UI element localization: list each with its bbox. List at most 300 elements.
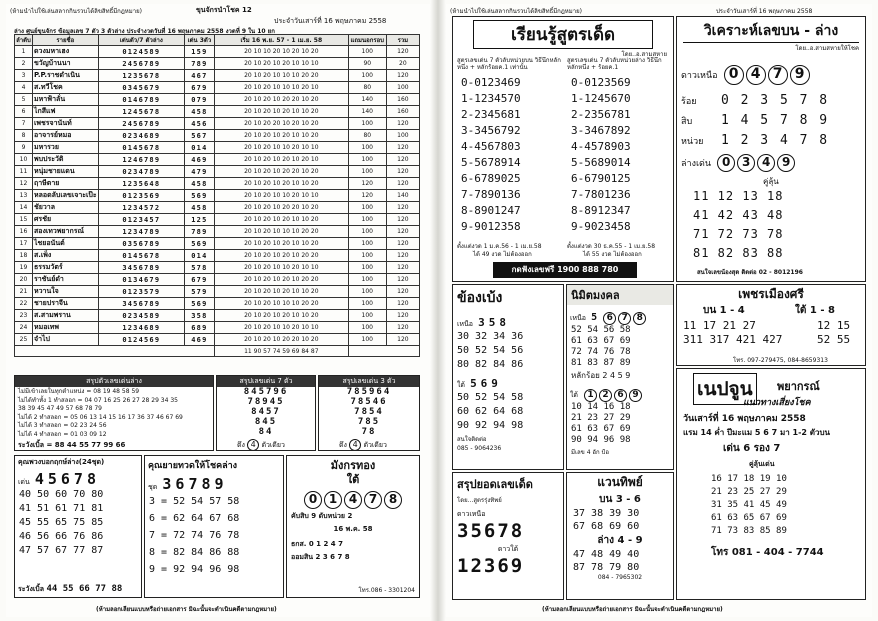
right-issue-date: ประจำวันเสาร์ที่ 16 พฤษภาคม 2558 [716,8,813,15]
row-extra: 100 [348,274,386,286]
row-no: 3 [15,70,33,82]
row-name: ขวัญบ้านนา [32,58,98,70]
table-row [15,166,420,178]
learn-col1-foot: ตั้งแต่งวด 1 ม.ค.56 - 1 เม.ย.58 [457,243,542,250]
waen-low-label: ล่าง [597,535,615,546]
table-row [15,226,420,238]
row-d3: 125 [184,214,214,226]
dragon-circle-digit: 7 [364,491,382,509]
analysis-top-circle: 0 [724,65,744,85]
dragon-circle-digit: 4 [344,491,362,509]
analysis-top-circle: 7 [768,65,788,85]
row-d3: 679 [184,274,214,286]
waen-rows [567,507,673,533]
grandma-lead: 36789 [162,475,228,493]
analysis-row [681,109,861,129]
row-name: ราชันย์ดำ [32,274,98,286]
row-digits: 1245678 [98,106,184,118]
khang-title: ข้องเบ้ง [457,290,503,306]
row-points: 20 10 20 10 20 10 10 20 [214,214,348,226]
row-digits: 1234689 [98,322,184,334]
neptune-subtitle: พยากรณ์ [777,380,820,393]
learn-col1-row: 5-5678914 [461,156,521,169]
summary-right-top: 35678 [457,520,525,542]
nimit-row2: 21 23 27 29 [571,413,631,423]
row-no: 1 [15,46,33,58]
khang-beng-box [452,284,564,470]
row-total: 160 [386,106,419,118]
summary-line: ไม่มีเข้าเลยในทุกตำแหน่ง = 08 19 48 58 59 [18,388,140,395]
neptune-lead: เด่น 6 รอง 7 [723,443,781,454]
waen-rows2 [567,548,673,574]
table-row [15,190,420,202]
table-row [15,334,420,346]
right-top-notice: (ห้ามนำไปใช้เล่นสลากกินรวบได้ลิขสิทธิ์มีกฎหมาย) [450,8,582,15]
khang-rows2 [453,391,563,433]
analysis-rows [681,89,861,149]
learn-col2-row: 9-9023458 [571,220,631,233]
khang-row: 30 32 34 36 [457,331,524,342]
row-points: 20 10 20 10 20 10 10 10 [214,58,348,70]
neptune-box [676,368,866,600]
analysis-row-value: 1 2 3 4 7 8 [721,133,830,148]
phet-low: 1 - 8 [809,305,835,316]
box3-title: สรุปเลขเด่น 3 ตัว [319,376,419,387]
row-digits: 0123569 [98,190,184,202]
phet-phone: โทร. 097-279475, 084-8659313 [733,357,828,364]
khun-puang-row: 46 56 66 76 86 [19,531,104,542]
box7-circled-digit: 4 [247,439,259,451]
row-name: มหาฟ้าลั่น [32,94,98,106]
learn-title: เรียนรู้สูตรเด็ด [473,20,653,49]
row-total: 100 [386,82,419,94]
row-no: 16 [15,226,33,238]
row-points: 20 10 20 10 20 10 20 10 [214,154,348,166]
row-name: หลอดลับเลขเจาะเป๊ะ [32,190,98,202]
row-total: 120 [386,142,419,154]
grandma-title: คุณยายทวดให้โชคล่าง [148,461,238,471]
learn-col1-row: 1-1234570 [461,92,521,105]
nimit-top-circle: 7 [618,312,631,325]
phet-rows-right [817,319,850,347]
summary-right-low-label: ดาวใต้ [497,545,519,553]
row-name: ชายปราจีน [32,298,98,310]
row-name: มหารวย [32,142,98,154]
box7-rows [217,387,315,437]
row-d3: 578 [184,262,214,274]
row-extra: 100 [348,334,386,346]
row-no: 12 [15,178,33,190]
row-points: 20 10 20 10 10 10 20 20 [214,70,348,82]
right-page [446,4,872,617]
row-d3: 458 [184,106,214,118]
khun-puang-lead: 45678 [34,470,100,488]
neptune-pairs [711,473,787,538]
dragon-subtitle: ใต้ [346,473,360,486]
neptune-pair-label: คู่ลุ้นเด่น [749,460,775,468]
row-no: 18 [15,250,33,262]
dragon-line4: ออมสิน 2 3 6 7 8 [291,553,350,561]
row-digits: 0145678 [98,250,184,262]
row-points: 20 10 20 10 10 20 10 10 [214,142,348,154]
dragon-line3: ธกส. 0 1 2 4 7 [291,540,343,548]
row-no: 20 [15,274,33,286]
row-extra: 100 [348,238,386,250]
analysis-pair-row: 41 42 43 48 [693,208,784,222]
row-total: 120 [386,214,419,226]
page-gutter [430,0,446,621]
analysis-row [681,89,861,109]
row-extra: 90 [348,58,386,70]
nimit-top-circles [602,305,647,324]
analysis-row-value: 1 4 5 7 8 9 [721,113,830,128]
row-extra: 100 [348,298,386,310]
row-extra: 100 [348,166,386,178]
row-extra: 100 [348,226,386,238]
khang-top: 358 [478,316,510,329]
row-d3: 014 [184,142,214,154]
summary-rare-values: = 88 44 55 77 99 66 [46,441,126,449]
grandma-rows [145,493,283,578]
row-d3: 159 [184,46,214,58]
waen-top: 3 - 6 [615,494,641,505]
summary-line: ไม่ได้ทำทั้ง 1 ทำสลอก = 04 07 16 25 26 27 28 29 34 35 [18,396,178,404]
box-7-digits [216,375,316,451]
learn-col2-row: 4-4578903 [571,140,631,153]
row-name: ส.สามพราน [32,310,98,322]
learn-col2-row: 3-3467892 [571,124,631,137]
row-name: อาจารย์หมอ [32,130,98,142]
phet-title: เพชรเมืองศรี [738,287,804,301]
table-row [15,46,420,58]
row-d3: 469 [184,154,214,166]
learn-formula-box [452,16,674,282]
khang-rows [453,330,563,372]
box3-row: 78 [361,427,377,437]
analysis-top-label: ดาวเหนือ [681,71,718,81]
nimit-box [566,284,674,470]
neptune-date: วันเสาร์ที่ 16 พฤษภาคม 2558 [683,414,806,424]
khang-row: 80 82 84 86 [457,359,524,370]
col-header-extra: แถมนอกรอบ [348,35,386,46]
row-digits: 1235648 [98,178,184,190]
row-extra: 100 [348,202,386,214]
row-no: 6 [15,106,33,118]
row-extra: 120 [348,178,386,190]
row-d3: 458 [184,178,214,190]
khun-puang-lead-label: เด่น [18,478,30,486]
row-d3: 569 [184,238,214,250]
row-points: 20 10 20 10 10 10 20 20 [214,226,348,238]
row-total: 120 [386,238,419,250]
learn-col1-row: 9-9012358 [461,220,521,233]
row-points: 20 10 20 10 10 10 20 10 [214,82,348,94]
row-points: 20 10 20 10 20 10 10 20 [214,130,348,142]
table-row [15,322,420,334]
row-points: 20 10 20 10 10 10 20 20 [214,298,348,310]
waen-low: 4 - 9 [617,535,643,546]
analysis-top-digits [723,63,811,82]
khun-puang-box [14,455,142,598]
row-total: 140 [386,190,419,202]
table-row [15,70,420,82]
dragon-circles [287,488,419,509]
grandma-box [144,455,284,598]
phone-band: กดฟังเลขฟรี 1900 888 780 [493,262,637,278]
khun-puang-rare: 44 55 66 77 88 [46,584,123,594]
box3-row: 785964 [346,387,392,397]
row-digits: 3456789 [98,298,184,310]
learn-col2-row: 7-7801236 [571,188,631,201]
learn-author: โดย..อ.สามสหาย [621,51,667,58]
dragon-box [286,455,420,598]
khun-puang-row: 40 50 60 70 80 [19,489,104,500]
nimit-title: นิมิตมงคล [567,285,673,305]
dragon-line1: คับสิบ 9 ดับหน่วย 2 [291,512,353,520]
row-digits: 1234789 [98,226,184,238]
row-name: จำไป [32,334,98,346]
right-bottom-notice: (ห้ามลอกเลียนแบบหรือถ่ายเอกสาร มิฉะนั้นจะดำเนินคดีตามกฎหมาย) [542,606,723,613]
summary-line: ไม่ได้ 4 ทำสลอก = 01 03 09 12 [18,430,107,438]
row-digits: 1234572 [98,202,184,214]
table-body [15,46,420,346]
phet-top-label: บน [703,305,717,316]
khun-puang-rare-label: ระวังเบิ้ล [18,585,44,593]
row-extra: 140 [348,94,386,106]
row-total: 120 [386,178,419,190]
nimit-rows [567,325,673,369]
row-name: สองเทวพยากรณ์ [32,226,98,238]
grandma-row: 3 = 52 54 57 58 [149,496,240,507]
neptune-phone: โทร 081 - 404 - 7744 [711,545,861,559]
row-extra: 140 [348,106,386,118]
row-points: 20 10 10 20 10 20 10 20 [214,46,348,58]
analysis-top-circle: 9 [790,65,810,85]
learn-col2-row: 6-6790125 [571,172,631,185]
neptune-pair-row: 61 63 65 67 69 [711,513,787,523]
neptune-pair-row: 31 35 41 45 49 [711,500,787,510]
box7-row: 78945 [247,397,285,407]
table-header-row [15,35,420,46]
nimit-top-circle: 6 [603,312,616,325]
row-d3: 679 [184,82,214,94]
dragon-phone: โทร.086 - 3301204 [358,587,415,594]
learn-col2-row: 1-1245670 [571,92,631,105]
waen-title: แวนทิพย์ [597,475,643,489]
box7-row: 845 [254,417,278,427]
table-row [15,82,420,94]
row-total: 120 [386,334,419,346]
learn-col1-row: 7-7890136 [461,188,521,201]
row-no: 19 [15,262,33,274]
khang-contact: สนใจติดต่อ [457,436,487,443]
col-header-points: เริ่ม 16 พ.ย. 57 - 1 เม.ย. 58 [214,35,348,46]
row-points: 20 10 20 10 20 10 10 20 [214,286,348,298]
phet-row-right: 52 55 [817,333,851,346]
khun-puang-rows [15,488,141,558]
row-extra: 80 [348,82,386,94]
waen-row2: 47 48 49 40 [573,549,640,560]
learn-col1-foot2: ได้ 49 งวด ไม่ต้องออก [473,251,532,258]
table-row [15,142,420,154]
row-total: 120 [386,166,419,178]
table-row [15,130,420,142]
row-points: 20 10 20 10 20 10 20 20 [214,274,348,286]
row-points: 20 10 20 10 20 10 10 20 [214,178,348,190]
box7-row: 8457 [251,407,281,417]
nimit-rows2 [567,402,673,446]
row-d3: 456 [184,118,214,130]
analysis-phone: สนใจเลขน้องสุด ติดต่อ 02 - 8012196 [697,269,803,276]
neptune-line: แรม 14 ค่ำ ปีมะแม 5 6 7 มา 1-2 ตัวบน [683,428,830,437]
left-issue-date: ประจำวันเสาร์ที่ 16 พฤษภาคม 2558 [274,17,387,25]
row-extra: 100 [348,214,386,226]
row-total: 120 [386,118,419,130]
row-name: ส.ทวีโชค [32,82,98,94]
row-extra: 100 [348,70,386,82]
analysis-pair-label: คู่ลุ้น [763,177,779,186]
dragon-circle-digit: 8 [384,491,402,509]
row-digits: 2456789 [98,118,184,130]
table-row [15,274,420,286]
row-digits: 0134679 [98,274,184,286]
row-d3: 569 [184,298,214,310]
row-d3: 789 [184,226,214,238]
row-digits: 1246789 [98,154,184,166]
row-extra: 80 [348,130,386,142]
row-total: 160 [386,94,419,106]
row-total: 120 [386,286,419,298]
row-no: 4 [15,82,33,94]
nimit-top-plain: 5 [591,312,598,323]
row-extra: 100 [348,118,386,130]
analysis-lower-label: ล่างเด่น [681,159,712,169]
waen-row2: 87 78 79 80 [573,562,640,573]
row-points: 20 10 20 10 10 20 10 10 [214,190,348,202]
row-name: ธรรมวัตร์ [32,262,98,274]
row-name: พบประวัติ [32,154,98,166]
phet-rows [683,319,782,347]
waen-top-label: บน [599,494,613,505]
phet-box [676,284,866,366]
grandma-row: 9 = 92 94 96 98 [149,564,240,575]
table-footer-row [15,346,420,357]
nimit-mid: หลักร้อย 2 4 5 9 [571,371,631,380]
row-name: ส.เพ็ง [32,250,98,262]
nimit-low-label: ใต้ [570,391,578,399]
nimit-row: 72 74 76 78 [571,347,631,357]
row-d3: 467 [184,70,214,82]
row-no: 5 [15,94,33,106]
waen-box [566,472,674,600]
table-row [15,106,420,118]
row-total: 120 [386,250,419,262]
learn-col2-row: 2-2356781 [571,108,631,121]
row-name: ศรชัย [32,214,98,226]
col-header-digits: เด่นตัว/7 ตัวล่าง [98,35,184,46]
table-row [15,298,420,310]
learn-col2 [571,75,631,235]
row-digits: 0124569 [98,334,184,346]
row-d3: 569 [184,190,214,202]
row-digits: 1235678 [98,70,184,82]
dragon-circle-digit: 1 [324,491,342,509]
nimit-low-circles [583,382,643,401]
waen-row: 67 68 69 60 [573,521,640,532]
row-name: ดวงมหาเฮง [32,46,98,58]
khun-puang-title: คุณพวงบอกฤกษ์ล่าง(24ชุด) [18,458,105,466]
row-digits: 0124589 [98,46,184,58]
table-row [15,178,420,190]
analysis-pair-row: 71 72 73 78 [693,227,784,241]
grandma-lead-label: ชุด [148,483,158,491]
col-header-total: รวม [386,35,419,46]
analysis-row-label: ร้อย [681,97,697,107]
row-extra: 100 [348,322,386,334]
learn-col1-row: 8-8901247 [461,204,521,217]
table-row [15,58,420,70]
row-digits: 3456789 [98,262,184,274]
summary-right-low: 12369 [457,555,525,577]
box3-note2: ตัวเดียว [363,441,387,449]
summary-line: ไม่ได้ 2 ทำสลอก = 05 06 13 14 15 16 17 36 37 46 67 69 [18,413,183,421]
row-d3: 014 [184,250,214,262]
left-page [6,4,430,617]
nimit-row: 52 54 56 58 [571,325,631,335]
nimit-top-circle: 8 [633,312,646,325]
row-no: 13 [15,190,33,202]
table-row [15,214,420,226]
analysis-row-label: สิบ [681,117,693,127]
row-points: 20 10 20 10 20 20 10 20 [214,94,348,106]
row-total: 120 [386,274,419,286]
row-extra: 100 [348,250,386,262]
row-no: 11 [15,166,33,178]
learn-col2-head: สูตรเลขเด่น 7 ตัวลับหน่วยล่าง วิธีนึกหลักหนึ่ง + ร้อยค.1 [567,57,662,71]
row-no: 21 [15,286,33,298]
neptune-pair-row: 21 23 25 27 29 [711,487,787,497]
row-total: 120 [386,226,419,238]
nimit-row: 61 63 67 69 [571,336,631,346]
row-extra: 100 [348,286,386,298]
khang-low-label: ใต้ [457,381,465,389]
box7-row: 845796 [243,387,289,397]
dragon-line2: 16 พ.ค. 58 [333,525,373,533]
analysis-row [681,129,861,149]
row-total: 120 [386,310,419,322]
khang-row2: 60 62 64 68 [457,406,524,417]
row-digits: 2456789 [98,58,184,70]
nimit-row: 81 83 87 89 [571,358,631,368]
analysis-row-value: 0 2 3 5 7 8 [721,93,830,108]
analysis-author: โดย..อ.สามสหายให้โชค [795,45,859,52]
row-extra: 100 [348,262,386,274]
table-row [15,118,420,130]
row-name: หมอเทพ [32,322,98,334]
table-row [15,238,420,250]
analysis-row-label: หน่วย [681,137,704,147]
khun-puang-row: 41 51 61 71 81 [19,503,104,514]
analysis-box [676,16,866,282]
box7-note2: ตัวเดียว [261,441,285,449]
row-total: 120 [386,298,419,310]
row-points: 20 10 20 10 20 20 10 20 [214,202,348,214]
phet-row: 311 317 421 427 [683,333,783,346]
box7-title: สรุปเลขเด่น 7 ตัว [217,376,315,387]
learn-col2-foot: ตั้งแต่งวด 30 ธ.ค.55 - 1 เม.ย.58 [567,243,656,250]
row-no: 14 [15,202,33,214]
row-total: 120 [386,154,419,166]
